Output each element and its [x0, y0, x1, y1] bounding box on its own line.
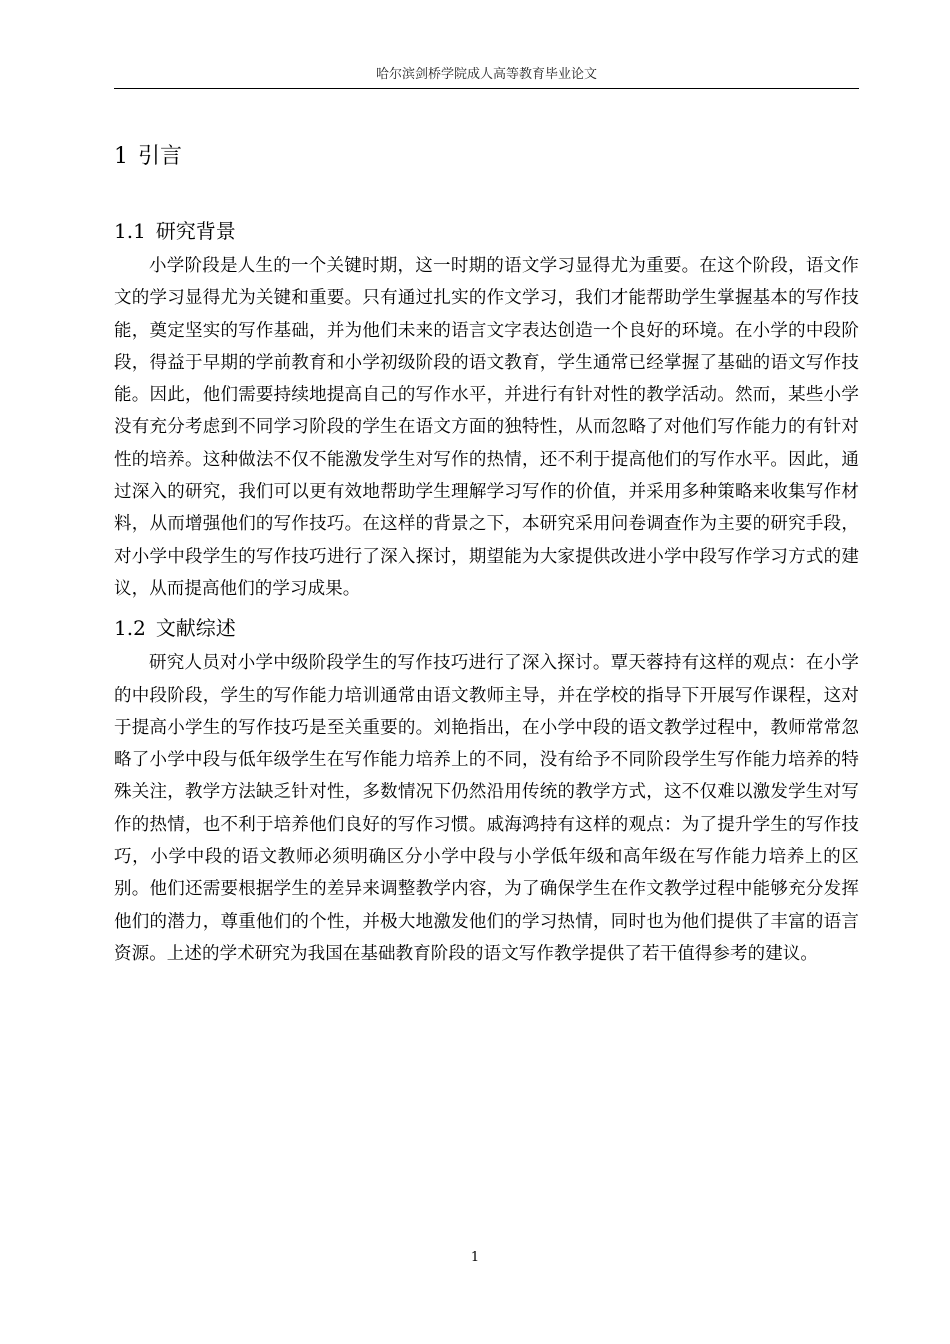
chapter-title-text: 引言: [138, 144, 183, 169]
section-heading-literature-review: [114, 613, 859, 643]
page-header: [114, 64, 859, 89]
section-number: 1.2: [114, 616, 146, 641]
document-body: [114, 140, 859, 978]
section-number: 1.1: [114, 219, 146, 243]
header-title: 哈尔滨剑桥学院成人高等教育毕业论文: [375, 67, 597, 82]
chapter-number: 1: [114, 144, 128, 169]
section-heading-research-background: [114, 216, 859, 246]
section-title-text: 文献综述: [155, 616, 236, 641]
paragraph-literature-review: 研究人员对小学中级阶段学生的写作技巧进行了深入探讨。覃天蓉持有这样的观点：在小学的中段阶段，学生的写作能力培训通常由语文教师主导，并在学校的指导下开展写作课程，这对于提高小学生的写作技巧是至关重要的。刘艳指出，在小学中段的语文教学过程中，教师常常忽略了小学中段与低年级学生在写作能力培养上的不同，没有给予不同阶段学生写作能力培养的特殊关注，教学方法缺乏针对性，多数情况下仍然沿用传统的教学方式，这不仅难以激发学生对写作的热情，也不利于培养他们良好的写作习惯。戚海鸿持有这样的观点：为了提升学生的写作技巧，小学中段的语文教师必须明确区分小学中段与小学低年级和高年级在写作能力培养上的区别。他们还需要根据学生的差异来调整教学内容，为了确保学生在作文教学过程中能够充分发挥他们的潜力，尊重他们的个性，并极大地激发他们的学习热情，同时也为他们提供了丰富的语言资源。上述的学术研究为我国在基础教育阶段的语文写作教学提供了若干值得参考的建议。: [114, 653, 859, 964]
chapter-title: [114, 140, 859, 174]
paragraph-research-background: 小学阶段是人生的一个关键时期，这一时期的语文学习显得尤为重要。在这个阶段，语文作文的学习显得尤为关键和重要。只有通过扎实的作文学习，我们才能帮助学生掌握基本的写作技能，奠定坚实的写作基础，并为他们未来的语言文字表达创造一个良好的环境。在小学的中段阶段，得益于早期的学前教育和小学初级阶段的语文教育，学生通常已经掌握了基础的语文写作技能。因此，他们需要持续地提高自己的写作水平，并进行有针对性的教学活动。然而，某些小学没有充分考虑到不同学习阶段的学生在语文方面的独特性，从而忽略了对他们写作能力的有针对性的培养。这种做法不仅不能激发学生对写作的热情，还不利于提高他们的写作水平。因此，通过深入的研究，我们可以更有效地帮助学生理解学习写作的价值，并采用多种策略来收集写作材料，从而增强他们的写作技巧。在这样的背景之下，本研究采用问卷调查作为主要的研究手段，对小学中段学生的写作技巧进行了深入探讨，期望能为大家提供改进小学中段写作学习方式的建议，从而提高他们的学习成果。: [114, 256, 859, 599]
section-title-text: 研究背景: [155, 219, 236, 243]
page-number: 1: [470, 1250, 480, 1265]
